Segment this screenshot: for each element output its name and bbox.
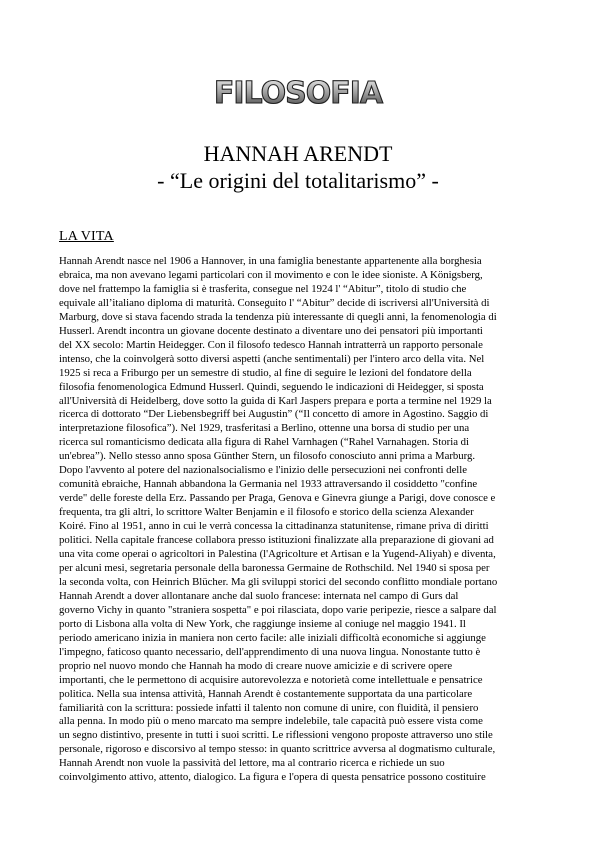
body-line: frequenta, tra gli altri, lo scrittore Walter Benjamin e il filosofo e storico della scienza Alexander xyxy=(59,506,474,519)
body-line: verde" delle foreste della Erz. Passando per Praga, Genova e Ginevra giunge a Parigi, dove conosce e xyxy=(59,492,496,505)
body-line: un segno distintivo, presente in tutti i suoi scritti. Le riflessioni vengono proposte attraverso uno stile xyxy=(59,729,493,742)
body-line: all'Università di Heidelberg, dove sotto la guida di Karl Jaspers prepara e porta a termine nel 1929 la xyxy=(59,394,492,407)
body-line: Hannah Arendt nasce nel 1906 a Hannover, in una famiglia benestante appartenente alla borghesia xyxy=(59,255,482,267)
document-subtitle: - “Le origini del totalitarismo” - xyxy=(157,168,439,193)
body-line: coinvolgimento attivo, attento, dialogico. La figura e l'opera di questa pensatrice possono costituire xyxy=(59,771,486,784)
body-line: una vita come operai o agricoltori in Palestina (l'Agricolture et Artisan e la Yugend-Aliyah) e diventa, xyxy=(59,548,496,561)
section-body xyxy=(59,255,537,785)
body-line: politica. Nella sua intensa attività, Hannah Arendt è costantemente supportata da una particolare xyxy=(59,687,473,700)
body-line: Husserl. Arendt incontra un giovane docente destinato a diventare uno dei pensatori più importanti xyxy=(59,324,483,337)
document-title-block xyxy=(0,140,596,194)
body-line: politici. Nella capitale francese collabora presso istituzioni finalizzate alla preparazione di giovani ad xyxy=(59,534,494,547)
body-line: un'ebrea”). Nello stesso anno sposa Günther Stern, un filosofo conosciuto anni prima a Marburg. xyxy=(59,450,476,463)
body-line: governo Vichy in quanto "straniera sospetta" e poi rilasciata, dopo varie peripezie, riesce a salpare dal xyxy=(59,603,497,616)
filosofia-wordart xyxy=(213,74,383,111)
document-title: HANNAH ARENDT xyxy=(203,141,393,166)
body-line: intenso, che la coinvolgerà sotto diversi aspetti (anche sentimentali) per l'intero arco della vita. Nel xyxy=(59,352,485,365)
body-line: filosofia fenomenologica Edmund Husserl. Quindi, seguendo le indicazioni di Heidegger, si sposta xyxy=(59,380,484,393)
body-line: Marburg, dove si stava facendo strada la tendenza più interessante di quegli anni, la fenomenologia di xyxy=(59,310,497,323)
logo-text: FILOSOFIA xyxy=(213,76,383,111)
body-line: ricerca sul romanticismo dedicata alla figura di Rahel Varnhagen (“Rahel Varnahagen. Storia di xyxy=(59,436,470,449)
filosofia-logo xyxy=(0,74,596,115)
body-line: interpretazione filosofica”). Nel 1929, trasferitasi a Berlino, ottenne una borsa di studio per una xyxy=(59,422,470,435)
body-line: alla penna. In modo più o meno marcato ma sempre indelebile, tale capacità può essere vista come xyxy=(59,715,483,728)
body-line: la seconda volta, con Heinrich Blücher. Ma gli sviluppi storici del secondo conflitto mondiale portano xyxy=(59,575,498,588)
body-line: ebraica, ma non avevano legami particolari con il movimento e con le idee sioniste. A Königsberg, xyxy=(59,268,483,281)
body-line: personale, rigoroso e discorsivo al tempo stesso: in quanto scrittrice avversa al dogmatismo culturale, xyxy=(59,743,496,756)
body-line: periodo americano inizia in maniera non certo facile: alle iniziali difficoltà economiche si aggiunge xyxy=(59,631,486,644)
body-line: proprio nel nuovo mondo che Hannah ha modo di creare nuove amicizie e di scrivere opere xyxy=(59,659,453,672)
body-line: del XX secolo: Martin Heidegger. Con il filosofo tedesco Hannah intratterrà un rapporto personale xyxy=(59,338,483,351)
body-line: per alcuni mesi, segretaria personale della baronessa Germaine de Rothschild. Nel 1940 si sposa per xyxy=(59,561,490,574)
body-line: comunità ebraiche, Hannah abbandona la Germania nel 1933 attraversando il cosiddetto "confine xyxy=(59,478,478,491)
body-line: Dopo l'avvento al potere del nazionalsocialismo e l'inizio delle persecuzioni nei confronti delle xyxy=(59,464,468,477)
body-line: porto di Lisbona alla volta di New York, che raggiunge insieme al coniuge nel maggio 1941. Il xyxy=(59,617,466,630)
body-line: l'impegno, faticoso quanto necessario, dell'apprendimento di una nuova lingua. Nonostante tutto è xyxy=(59,645,481,658)
body-line: importanti, che le permettono di acquisire autorevolezza e notorietà come intellettuale e pensatrice xyxy=(59,673,483,686)
body-line: Hannah Arendt a dover allontanare anche dal suolo francese: internata nel campo di Gurs dal xyxy=(59,589,459,602)
body-line: familiarità con la scrittura: possiede infatti il talento non comune di unire, con fluidità, il pensiero xyxy=(59,701,479,714)
body-line: equivale all’italiano diploma di maturità. Conseguito l' “Abitur” decide di iscriversi all'Università di xyxy=(59,296,490,309)
body-line: Hannah Arendt non vuole la passività del lettore, ma al contrario ricerca e richiede un suo xyxy=(59,757,445,770)
body-line: 1925 si reca a Friburgo per un semestre di studio, al fine di seguire le lezioni del fondatore della xyxy=(59,366,472,379)
section-heading: LA VITA xyxy=(59,229,114,244)
body-line: ricerca di dottorato “Der Liebensbegriff bei Augustin” (“Il concetto di amore in Agostino. Saggio di xyxy=(59,408,489,421)
body-line: dove nel frattempo la famiglia si è trasferita, consegue nel 1924 l' “Abitur”, titolo di studio che xyxy=(59,282,467,295)
body-line: Koiré. Fino al 1951, anno in cui le verrà concessa la cittadinanza statunitense, rimane priva di diritti xyxy=(59,520,489,533)
